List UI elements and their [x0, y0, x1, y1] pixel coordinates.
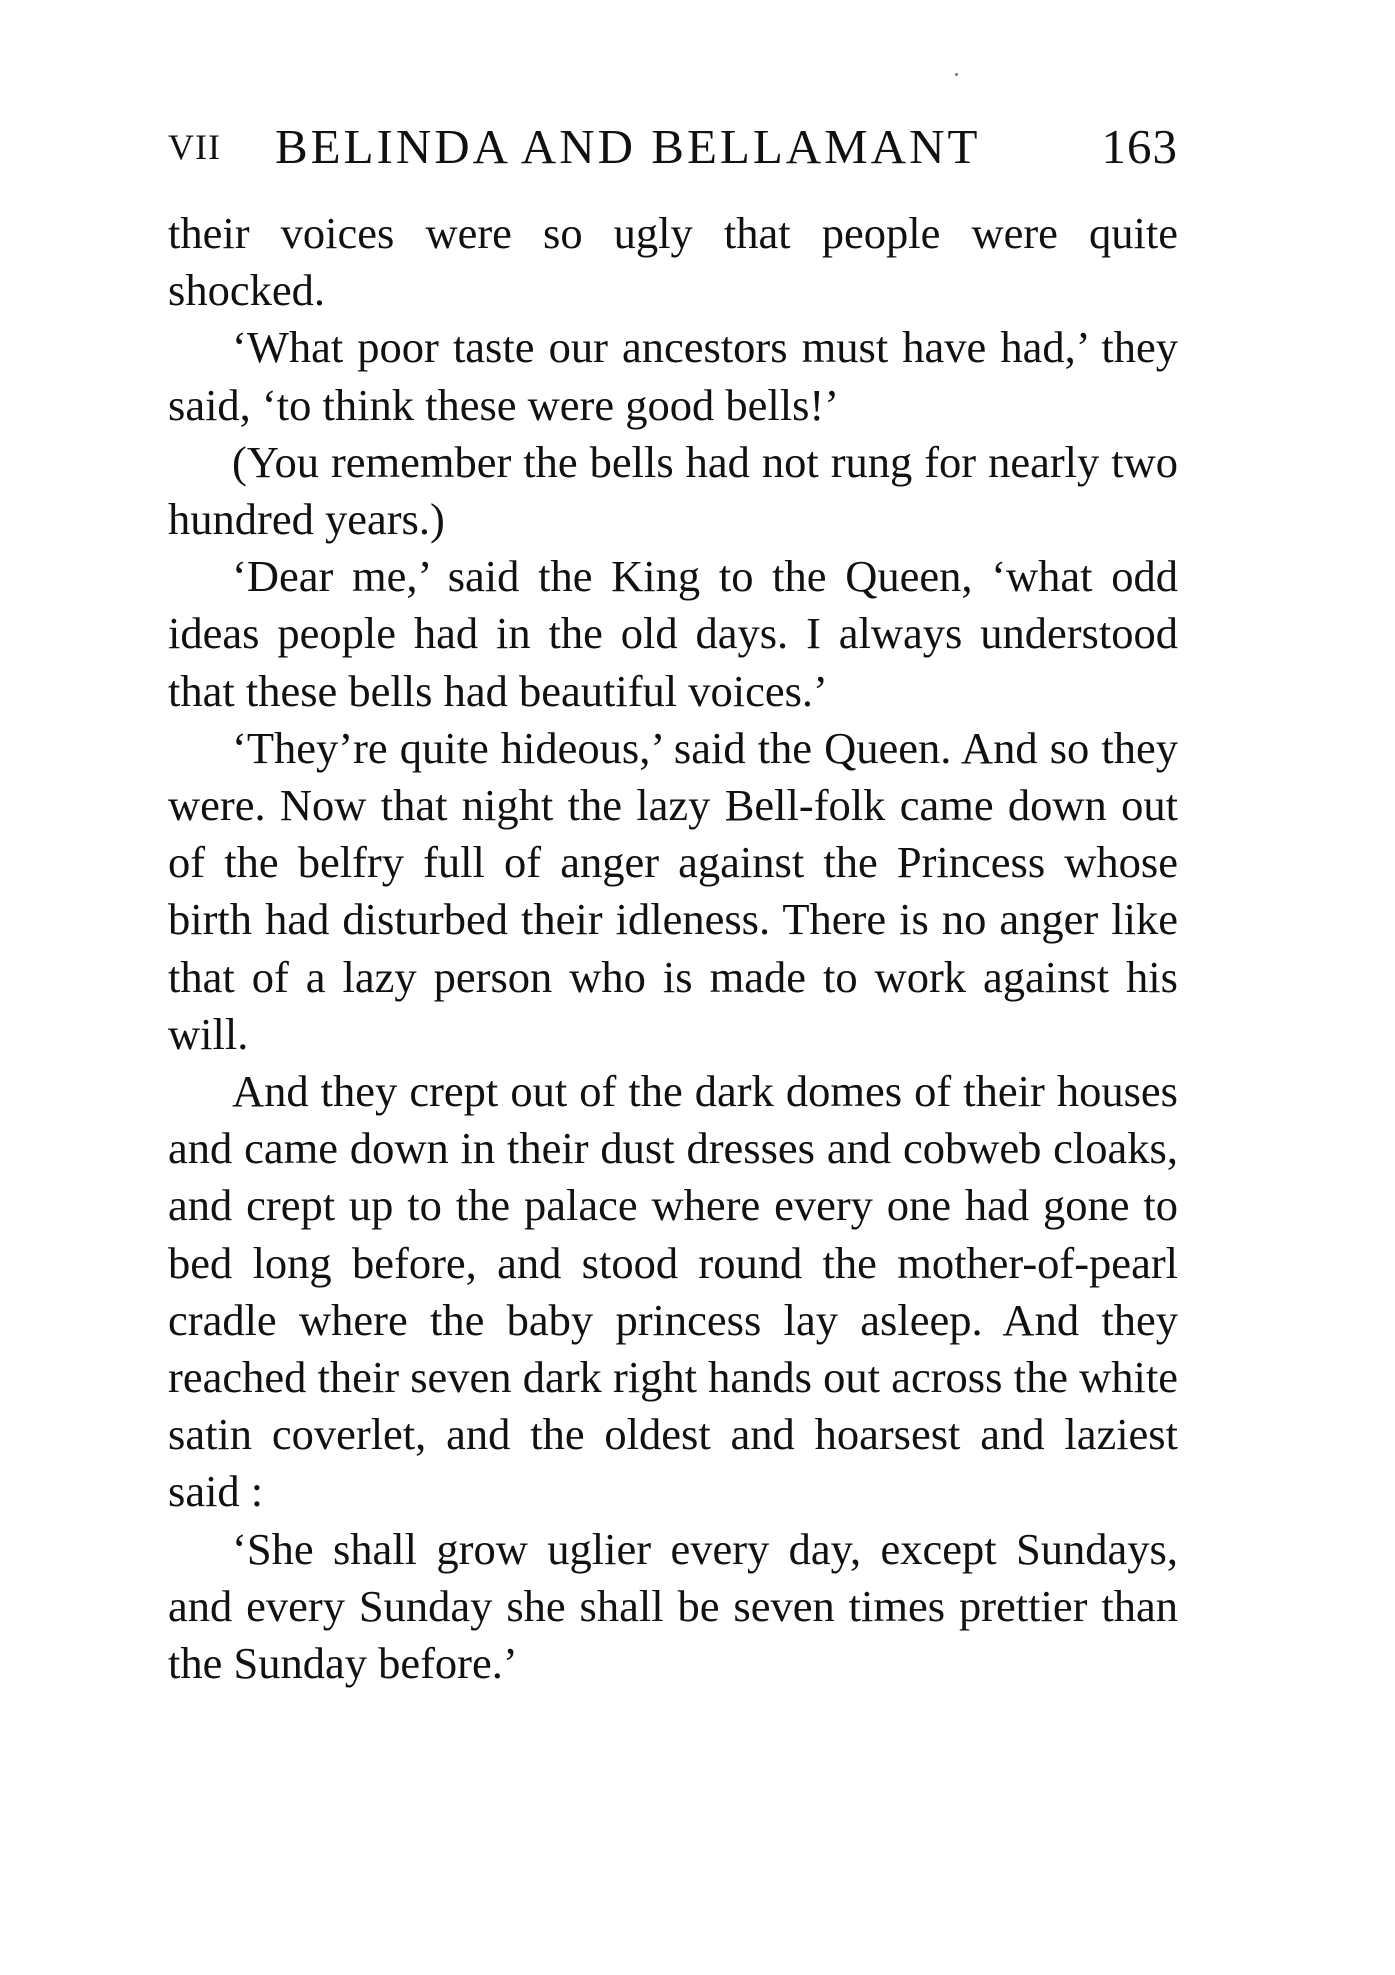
paragraph: ‘What poor taste our ancestors must have had,’ they said, ‘to think these were good bells!’: [168, 322, 1178, 430]
body-text: [168, 205, 1178, 1692]
paragraph: (You remember the bells had not rung for nearly two hundred years.): [168, 436, 1178, 545]
paragraph-continued: their voices were so ugly that people were quite shocked.: [168, 208, 1178, 316]
running-header: [168, 112, 1178, 182]
scan-speck: [955, 73, 958, 76]
page-number: 163: [1101, 119, 1178, 174]
chapter-number: VII: [168, 127, 221, 167]
running-title: BELINDA AND BELLAMANT: [275, 119, 981, 174]
paragraph: ‘They’re quite hideous,’ said the Queen. And so they were. Now that night the lazy Bell-folk came down out of the belfry full of anger against the Princess whose birth had disturbed their idleness. There is no anger like that of a lazy person who is made to work against his will.: [168, 722, 1178, 1059]
paragraph: ‘She shall grow uglier every day, except Sundays, and every Sunday she shall be seven times prettier than the Sunday before.’: [168, 1523, 1178, 1689]
paragraph: ‘Dear me,’ said the King to the Queen, ‘what odd ideas people had in the old days. I always understood that these bells had beautiful voices.’: [168, 551, 1178, 716]
paragraph: And they crept out of the dark domes of their houses and came down in their dust dresses and cobweb cloaks, and crept up to the palace where every one had gone to bed long before, and stood round the mother-of-pearl cradle where the baby princess lay asleep. And they reached their seven dark right hands out across the white satin coverlet, and the oldest and hoarsest and laziest said :: [168, 1066, 1178, 1517]
